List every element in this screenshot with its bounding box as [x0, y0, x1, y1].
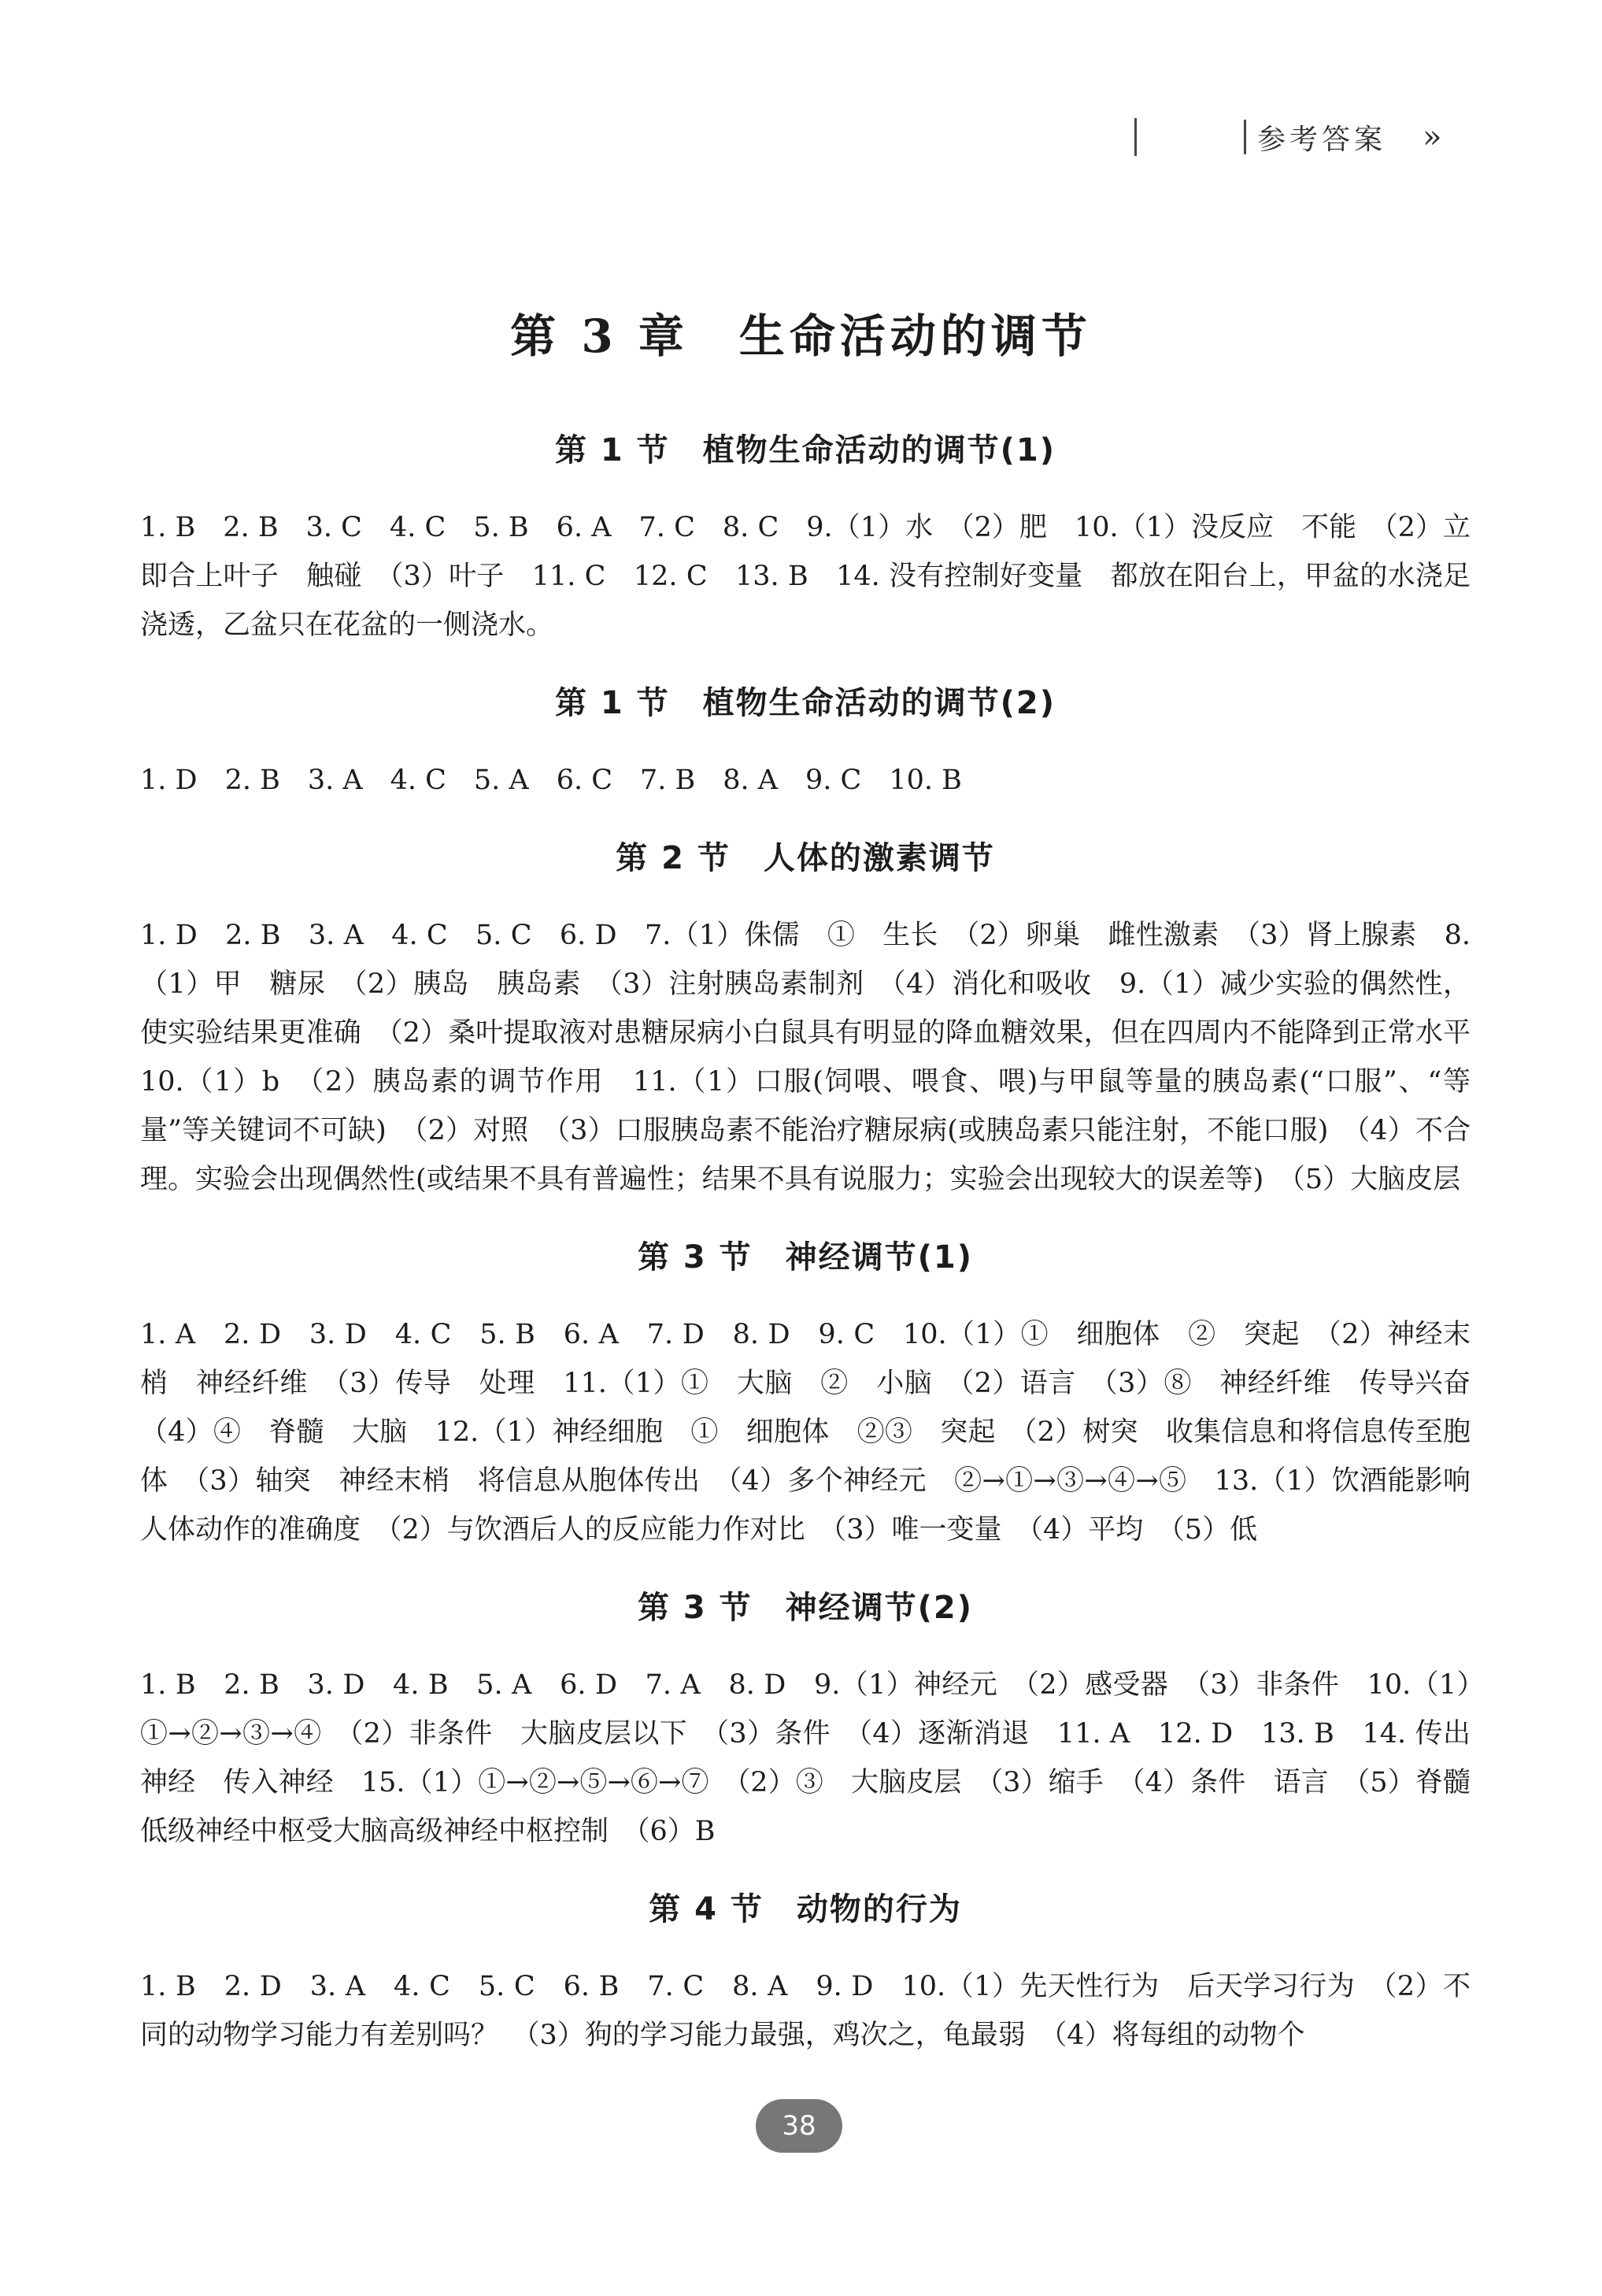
chapter-title: 第 3 章 生命活动的调节: [510, 309, 1092, 363]
section-answers: 1. A 2. D 3. D 4. C 5. B 6. A 7. D 8. D 9. C 10.（1）① 细胞体 ② 突起 （2）神经末梢 神经纤维 （3）传导 处理 11.（1）① 大脑 ② 小脑 （2）语言 （3）⑧ 神经纤维 传导兴奋 （4）④ 脊髓 大脑 12.（1）神经细胞 ① 细胞体 ②③ 突起 （2）树突 收集信息和将信息传至胞体 （3）轴突 神经末梢 将信息从胞体传出 （4）多个神经元 ②→①→③→④→⑤ 13.（1）饮酒能影响人体动作的准确度 （2）与饮酒后人的反应能力作对比 （3）唯一变量 （4）平均 （5）低: [140, 1319, 1499, 1546]
header-divider: [1244, 120, 1246, 154]
section: [140, 678, 1471, 805]
section-answers: 1. B 2. B 3. C 4. C 5. B 6. A 7. C 8. C 9.（1）水 （2）肥 10.（1）没反应 不能 （2）立即合上叶子 触碰 （3）叶子 11. C 12. C 13. B 14. 没有控制好变量 都放在阳台上，甲盆的水浇足浇透，乙盆只在花盆的一侧浇水。: [140, 512, 1471, 641]
section-answers: 1. B 2. B 3. D 4. B 5. A 6. D 7. A 8. D 9.（1）神经元 （2）感受器 （3）非条件 10.（1）①→②→③→④ （2）非条件 大脑皮层以下 （3）条件 （4）逐渐消退 11. A 12. D 13. B 14. 传出神经 传入神经 15.（1）①→②→⑤→⑥→⑦ （2）③ 大脑皮层 （3）缩手 （4）条件 语言 （5）脊髓低级神经中枢受大脑高级神经中枢控制 （6）B: [140, 1669, 1471, 1847]
section-answers: 1. B 2. D 3. A 4. C 5. C 6. B 7. C 8. A 9. D 10.（1）先天性行为 后天学习行为 （2）不同的动物学习能力有差别吗？ （3）狗的学习能力最强，鸡次之，龟最弱 （4）将每组的动物个: [140, 1971, 1471, 2051]
section-title: 第 3 节 神经调节(2): [637, 1590, 974, 1626]
section-title: 第 3 节 神经调节(1): [637, 1239, 974, 1276]
running-header: [1244, 117, 1436, 157]
header-label: 参考答案: [1257, 123, 1387, 156]
section-title: 第 1 节 植物生命活动的调节(1): [554, 432, 1056, 468]
section-title: 第 4 节 动物的行为: [649, 1891, 962, 1928]
page-number: 38: [756, 2099, 842, 2153]
section-answers: 1. D 2. B 3. A 4. C 5. A 6. C 7. B 8. A 9. C 10. B: [140, 765, 962, 796]
double-chevron-right-icon: »: [1423, 119, 1436, 155]
section: [140, 833, 1499, 1204]
section: [140, 1232, 1499, 1554]
header-rule: [1134, 118, 1137, 156]
section: [140, 1884, 1471, 2060]
answer-content: [140, 425, 1499, 2088]
section-title: 第 1 节 植物生命活动的调节(2): [554, 685, 1056, 721]
section-answers: 1. D 2. B 3. A 4. C 5. C 6. D 7.（1）侏儒 ① 生长 （2）卵巢 雌性激素 （3）肾上腺素 8.（1）甲 糖尿 （2）胰岛 胰岛素 （3）注射胰岛素制剂 （4）消化和吸收 9.（1）减少实验的偶然性，使实验结果更准确 （2）桑叶提取液对患糖尿病小白鼠具有明显的降血糖效果，但在四周内不能降到正常水平 10.（1）b （2）胰岛素的调节作用 11.（1）口服(饲喂、喂食、喂)与甲鼠等量的胰岛素(“口服”、“等量”等关键词不可缺) （2）对照 （3）口服胰岛素不能治疗糖尿病(或胰岛素只能注射，不能口服) （4）不合理。实验会出现偶然性(或结果不具有普遍性；结果不具有说服力；实验会出现较大的误差等) （5）大脑皮层: [140, 920, 1499, 1195]
section: [140, 425, 1471, 650]
section-title: 第 2 节 人体的激素调节: [616, 840, 995, 876]
section: [140, 1583, 1471, 1856]
